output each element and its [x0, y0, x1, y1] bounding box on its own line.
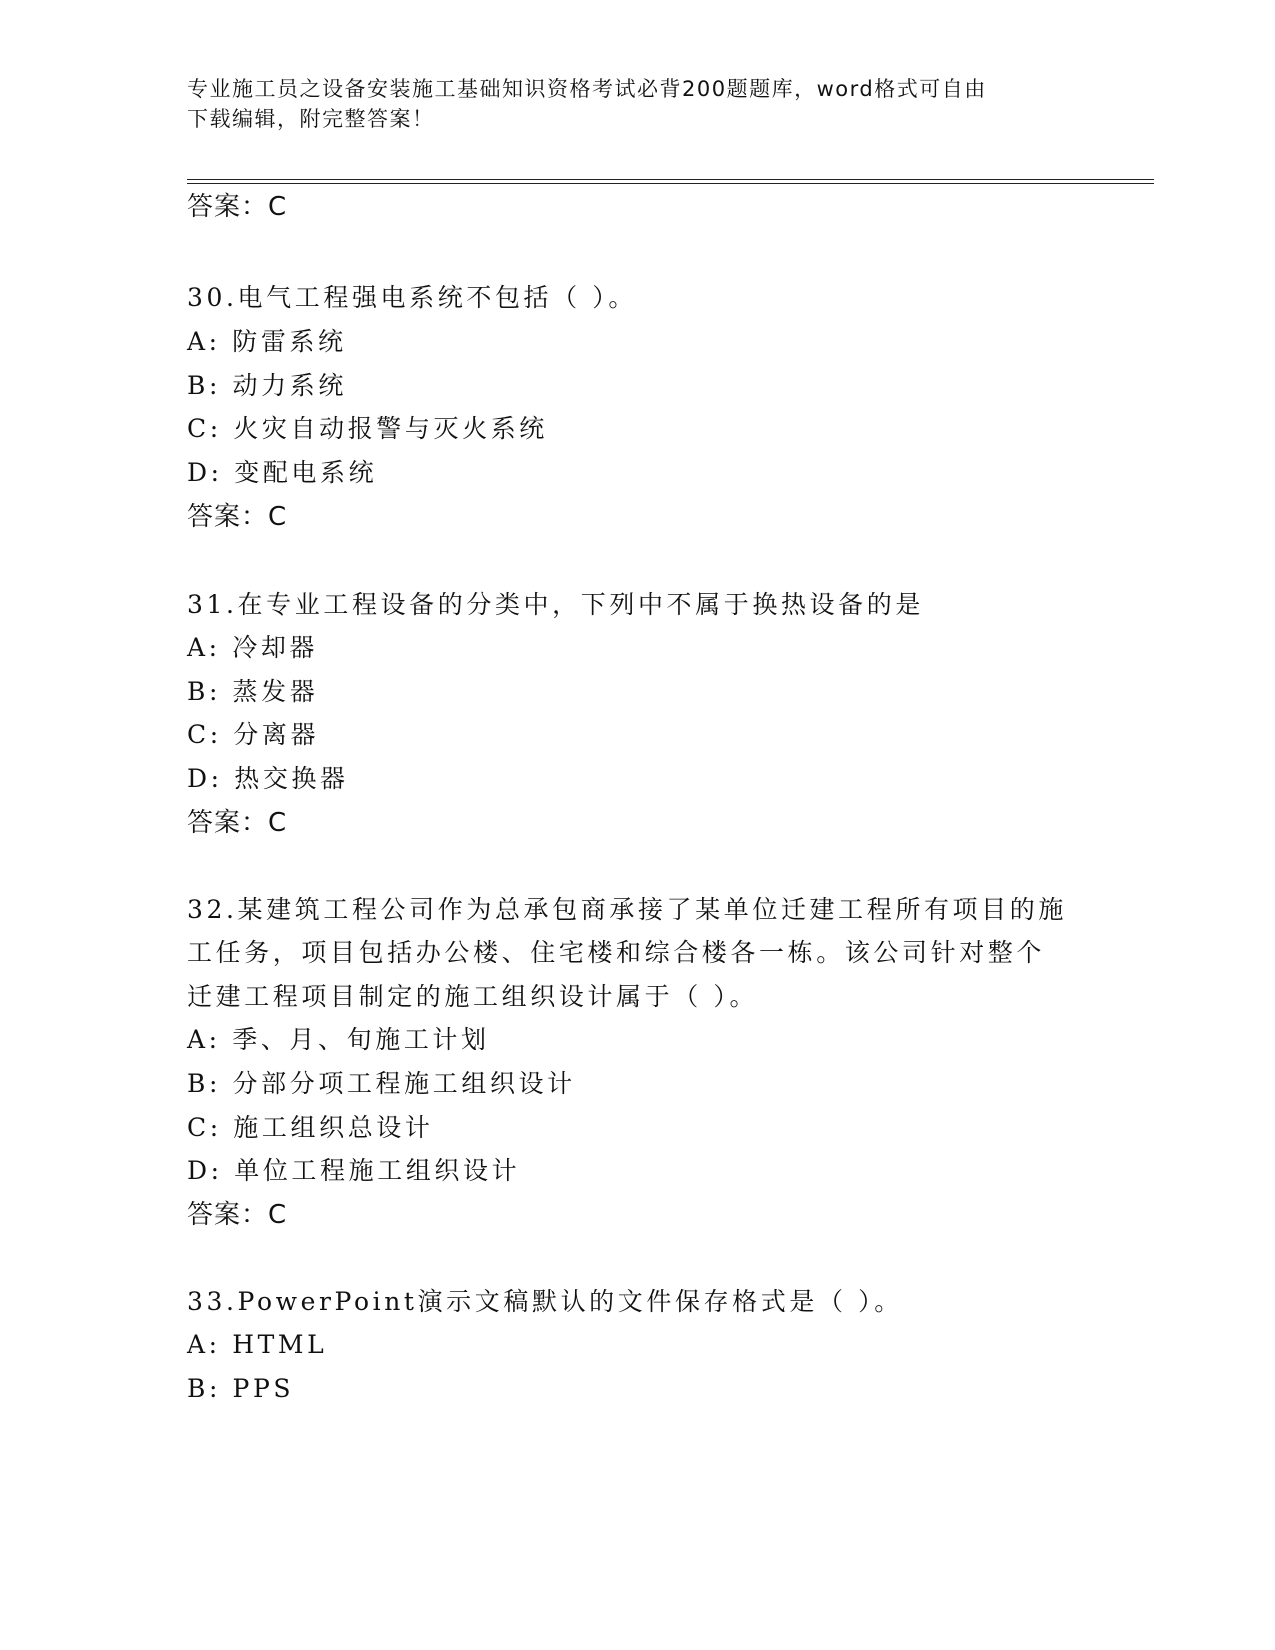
question-31-answer: 答案：C: [187, 808, 288, 838]
question-30-stem: 30.电气工程强电系统不包括（ ）。: [187, 283, 638, 312]
document-header: [187, 74, 1067, 134]
header-line-1: 专业施工员之设备安装施工基础知识资格考试必背200题题库，word格式可自由: [187, 77, 987, 101]
question-32-stem-line-2: 工任务，项目包括办公楼、住宅楼和综合楼各一栋。该公司针对整个: [187, 938, 1046, 967]
header-line-2: 下载编辑，附完整答案！: [187, 107, 435, 131]
question-32-answer: 答案：C: [187, 1200, 288, 1230]
question-33-stem: 33.PowerPoint演示文稿默认的文件保存格式是（ ）。: [187, 1287, 903, 1316]
question-31-option-a: A: 冷却器: [187, 633, 319, 662]
question-31-option-d: D: 热交换器: [187, 764, 349, 793]
question-33-option-b: B: PPS: [187, 1374, 295, 1403]
question-32-option-a: A: 季、月、旬施工计划: [187, 1025, 490, 1054]
question-31-option-c: C: 分离器: [187, 720, 320, 749]
question-33-option-a: A: HTML: [187, 1330, 328, 1359]
question-30-option-b: B: 动力系统: [187, 371, 347, 400]
question-30-option-a: A: 防雷系统: [187, 327, 347, 356]
question-30-answer: 答案：C: [187, 502, 288, 532]
question-32-option-b: B: 分部分项工程施工组织设计: [187, 1069, 576, 1098]
question-32-stem-line-1: 32.某建筑工程公司作为总承包商承接了某单位迁建工程所有项目的施: [187, 895, 1067, 924]
header-rule-bottom: [187, 183, 1154, 184]
question-32-option-d: D: 单位工程施工组织设计: [187, 1156, 521, 1185]
question-32-option-c: C: 施工组织总设计: [187, 1113, 434, 1142]
header-rule-top: [187, 179, 1154, 180]
question-32-stem-line-3: 迁建工程项目制定的施工组织设计属于（ ）。: [187, 982, 759, 1011]
question-31-stem: 31.在专业工程设备的分类中，下列中不属于换热设备的是: [187, 590, 924, 619]
previous-answer: 答案：C: [187, 192, 288, 222]
question-30-option-c: C: 火灾自动报警与灭火系统: [187, 414, 548, 443]
question-30-option-d: D: 变配电系统: [187, 458, 378, 487]
question-31-option-b: B: 蒸发器: [187, 677, 319, 706]
